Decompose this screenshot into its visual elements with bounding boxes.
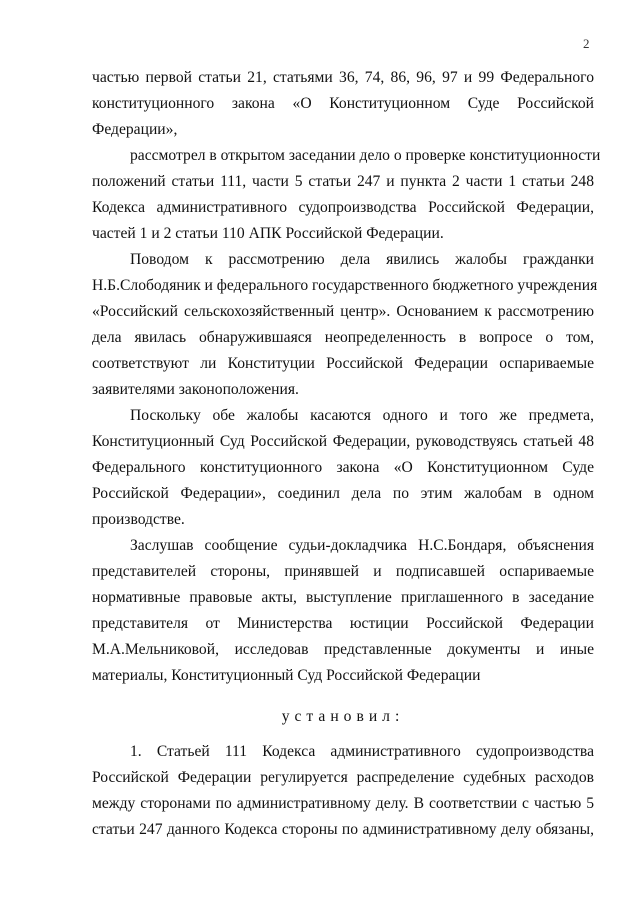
- text-line: Заслушав сообщение судьи-докладчика Н.С.Бондаря, объяснения: [130, 537, 594, 554]
- text-line: положений статьи 111, части 5 статьи 247 и пункта 2 части 1 статьи 248: [92, 173, 594, 190]
- text-line: заявителями законоположения.: [92, 381, 299, 398]
- text-line: Федерации»,: [92, 121, 178, 138]
- text-line: М.А.Мельниковой, исследовав представленные документы и иные: [92, 641, 594, 658]
- text-line: Поводом к рассмотрению дела явились жалобы гражданки: [130, 251, 594, 268]
- text-line: 1. Статьей 111 Кодекса административного судопроизводства: [130, 743, 594, 760]
- page-number: 2: [583, 36, 590, 51]
- text-line: частью первой статьи 21, статьями 36, 74, 86, 96, 97 и 99 Федерального: [92, 69, 594, 86]
- text-line: производстве.: [92, 511, 185, 528]
- text-line: представителей стороны, принявшей и подписавшей оспариваемые: [92, 563, 594, 580]
- section-heading: установил:: [281, 708, 405, 725]
- text-line: соответствуют ли Конституции Российской Федерации оспариваемые: [92, 355, 594, 372]
- text-line: «Российский сельскохозяйственный центр». Основанием к рассмотрению: [92, 303, 594, 320]
- text-line: дела явилась обнаружившаяся неопределенность в вопросе о том,: [92, 329, 594, 346]
- text-line: конституционного закона «О Конституционном Суде Российской: [92, 95, 594, 112]
- text-line: рассмотрел в открытом заседании дело о проверке конституционности: [130, 147, 601, 164]
- text-line: Поскольку обе жалобы касаются одного и того же предмета,: [130, 407, 594, 424]
- text-line: статьи 247 данного Кодекса стороны по административному делу обязаны,: [92, 821, 594, 838]
- text-line: Федерального конституционного закона «О Конституционном Суде: [92, 459, 594, 476]
- text-line: Российской Федерации регулируется распределение судебных расходов: [92, 769, 594, 786]
- text-line: между сторонами по административному делу. В соответствии с частью 5: [92, 795, 594, 812]
- text-line: нормативные правовые акты, выступление приглашенного в заседание: [92, 589, 594, 606]
- text-line: Конституционный Суд Российской Федерации, руководствуясь статьей 48: [92, 433, 594, 450]
- text-line: Российской Федерации», соединил дела по этим жалобам в одном: [92, 485, 594, 502]
- text-line: представителя от Министерства юстиции Российской Федерации: [92, 615, 594, 632]
- text-line: частей 1 и 2 статьи 110 АПК Российской Федерации.: [92, 225, 444, 242]
- text-line: Н.Б.Слободяник и федерального государственного бюджетного учреждения: [92, 277, 598, 294]
- text-line: материалы, Конституционный Суд Российской Федерации: [92, 667, 481, 684]
- text-line: Кодекса административного судопроизводства Российской Федерации,: [92, 199, 594, 216]
